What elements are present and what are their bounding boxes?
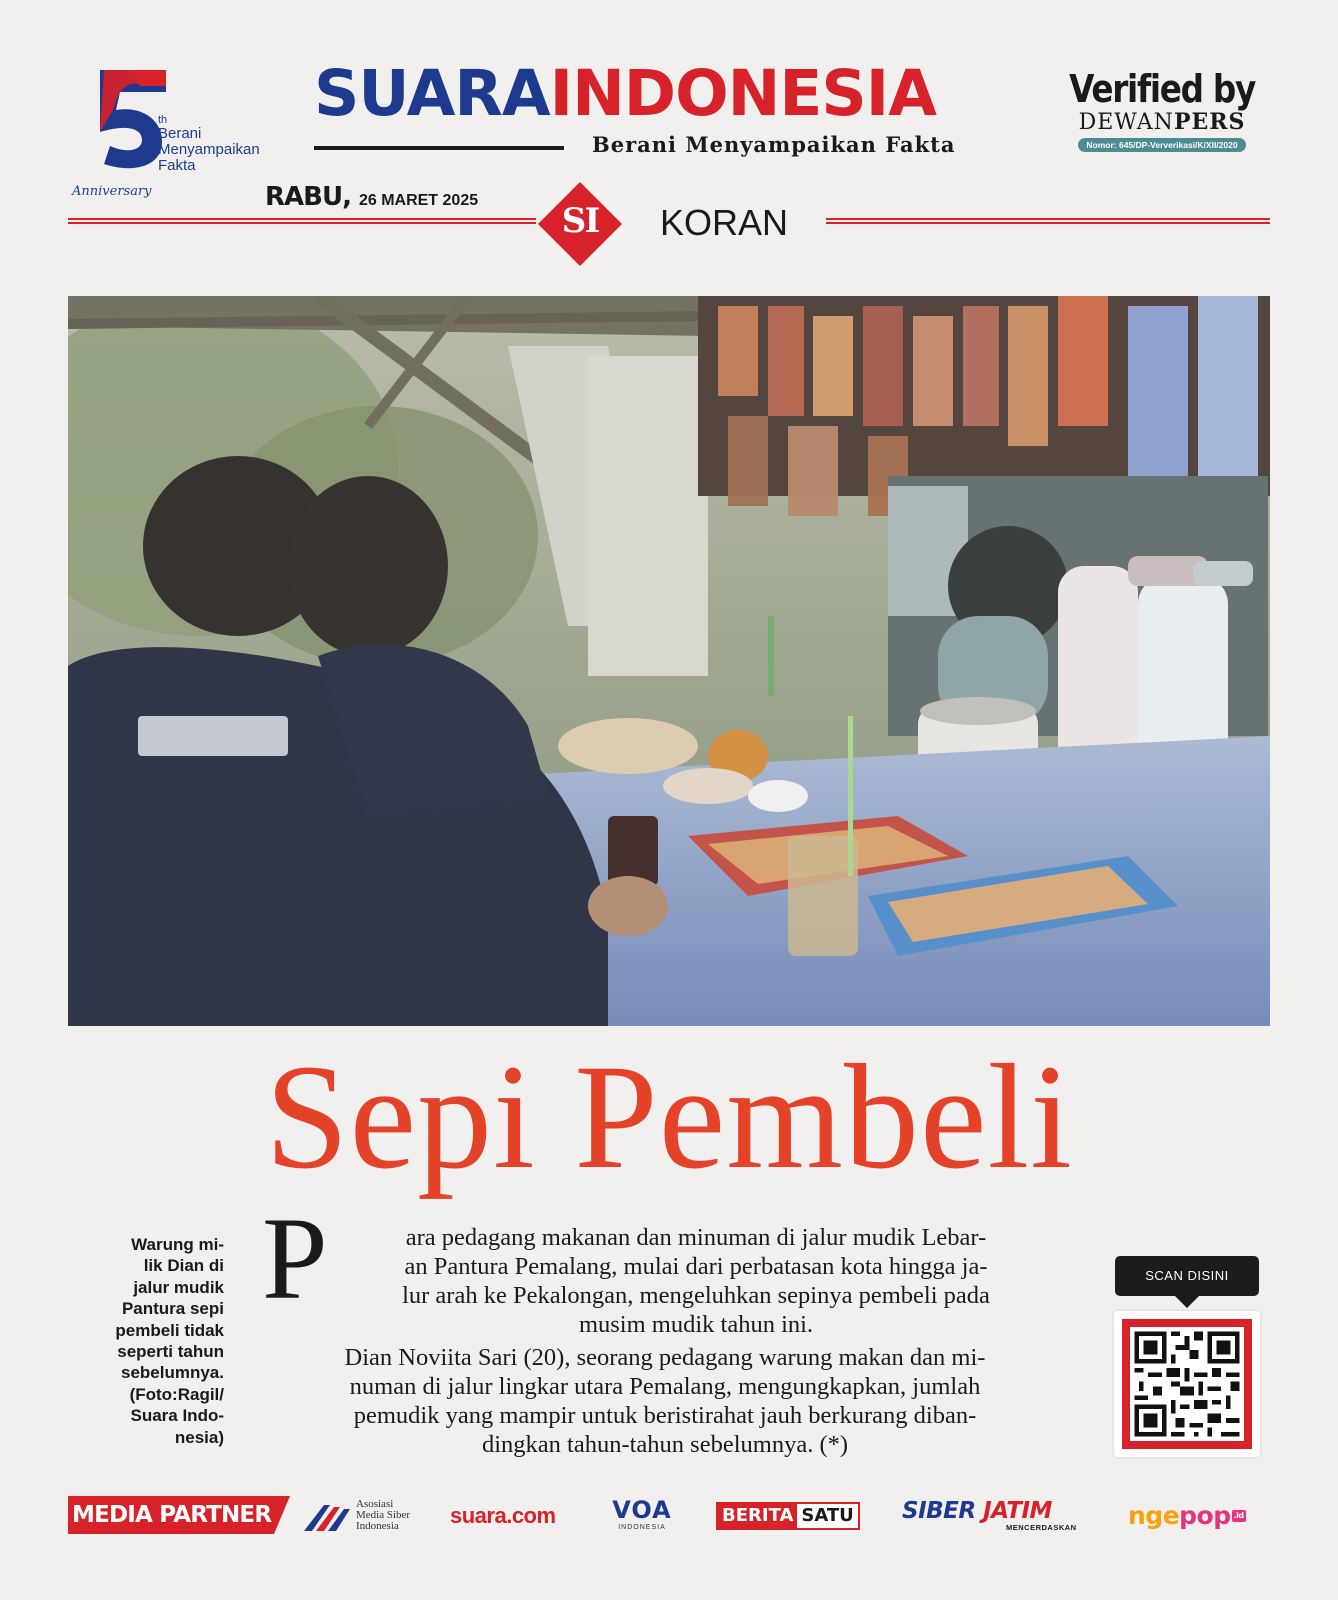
article-dropcap: P <box>262 1193 328 1324</box>
partner-amsi[interactable] <box>304 1497 434 1535</box>
media-partner-label: MEDIA PARTNER <box>72 1502 272 1528</box>
verified-title: Verified by <box>1069 67 1255 111</box>
partner-siberjatim[interactable] <box>902 1497 1094 1535</box>
edition-full-date: 26 MARET 2025 <box>358 192 479 209</box>
partner-voa[interactable] <box>612 1497 672 1535</box>
section-badge: SI <box>561 201 599 241</box>
anniversary-line: Fakta <box>158 157 196 174</box>
amsi-line: Asosiasi <box>356 1498 394 1510</box>
siberjatim-part1: SIBER <box>902 1498 976 1524</box>
verified-org <box>1054 110 1270 135</box>
article-line: numan di jalur lingkar utara Pemalang, mengungkapkan, jumlah <box>349 1373 981 1400</box>
anniversary-line: Menyampaikan <box>158 141 260 158</box>
anniversary-line: Berani <box>158 125 202 142</box>
headline: Sepi Pembeli <box>265 1034 1073 1200</box>
caption-line: Warung mi- <box>131 1235 224 1254</box>
caption-line: seperti tahun <box>117 1342 224 1362</box>
article-paragraph-1 <box>330 1223 1062 1339</box>
qr-card[interactable] <box>1114 1311 1260 1457</box>
article-line: pemudik yang mampir untuk beristirahat jauh berkurang diban- <box>353 1402 977 1429</box>
amsi-line: Indonesia <box>356 1520 399 1532</box>
main-photo <box>68 296 1270 1026</box>
anniversary-script: Anniversary <box>72 184 152 199</box>
article-line: lur arah ke Pekalongan, mengeluhkan sepinya pembeli pada <box>402 1282 990 1309</box>
caption-line: (Foto:Ragil/ <box>129 1384 224 1404</box>
caption-line: Suara Indo- <box>130 1406 224 1426</box>
partner-ngepop[interactable] <box>1128 1497 1246 1535</box>
masthead-name-part2: INDONESIA <box>549 57 936 130</box>
scan-label: SCAN DISINI <box>1115 1256 1259 1296</box>
edition-day: RABU, <box>265 182 351 212</box>
caption-line: sebelumnya. <box>121 1363 224 1383</box>
masthead <box>314 58 1020 158</box>
qr-frame <box>1122 1319 1252 1449</box>
header-rule-left <box>68 218 536 224</box>
amsi-name <box>356 1499 410 1532</box>
siberjatim-tagline: MENCERDASKAN <box>1006 1523 1077 1532</box>
article-line: musim mudik tahun ini. <box>578 1311 814 1338</box>
voa-subtitle: INDONESIA <box>618 1524 666 1531</box>
article-line: an Pantura Pemalang, mulai dari perbatasan kota hingga ja- <box>404 1253 988 1280</box>
partner-suara[interactable]: suara.com <box>450 1503 556 1528</box>
ngepop-part2: pop <box>1179 1501 1231 1530</box>
anniversary-logo <box>70 62 290 212</box>
edition-date <box>265 182 478 212</box>
masthead-tagline: Berani Menyampaikan Fakta <box>592 132 956 157</box>
qr-code-icon[interactable] <box>1130 1327 1244 1441</box>
voa-logo: VOA <box>612 1496 672 1524</box>
anniversary-motto <box>158 126 260 174</box>
siberjatim-logo <box>902 1497 1094 1525</box>
beritasatu-part2: SATU <box>797 1504 857 1528</box>
caption-line: jalur mudik <box>133 1277 224 1297</box>
warung-photo-illustration <box>68 296 1270 1026</box>
article-line: dingkan tahun-tahun sebelumnya. (*) <box>481 1431 849 1458</box>
scan-label-arrow <box>1174 1295 1200 1308</box>
amsi-line: Media Siber <box>356 1509 411 1521</box>
partner-beritasatu[interactable] <box>716 1502 860 1530</box>
masthead-title <box>314 58 936 130</box>
ngepop-domain: .id <box>1233 1511 1244 1520</box>
caption-line: Pantura sepi <box>121 1299 224 1319</box>
verified-org-part1: DEWAN <box>1078 110 1174 135</box>
verified-org-part2: PERS <box>1173 109 1246 135</box>
amsi-logo-icon <box>304 1501 352 1531</box>
masthead-rule <box>314 146 564 150</box>
article-paragraph-2 <box>268 1343 1062 1459</box>
header-rule-right <box>826 218 1270 224</box>
siberjatim-part2: JATIM <box>983 1498 1052 1524</box>
article-line: ara pedagang makanan dan minuman di jalur mudik Lebar- <box>405 1224 987 1251</box>
ngepop-part1: nge <box>1128 1501 1180 1530</box>
verified-badge <box>1054 68 1270 164</box>
caption-line: pembeli tidak <box>115 1320 224 1340</box>
caption-line: lik Dian di <box>143 1256 224 1276</box>
section-name: KORAN <box>660 202 789 243</box>
photo-caption <box>84 1234 224 1448</box>
article-line: Dian Noviita Sari (20), seorang pedagang warung makan dan mi- <box>344 1344 986 1371</box>
verified-number: Nomor: 645/DP-Ververikasi/K/XII/2020 <box>1078 138 1245 152</box>
caption-line: nesia) <box>174 1427 224 1447</box>
anniversary-suffix: th <box>158 114 168 126</box>
masthead-name-part1: SUARA <box>314 57 550 130</box>
beritasatu-part1: BERITA <box>718 1504 797 1528</box>
